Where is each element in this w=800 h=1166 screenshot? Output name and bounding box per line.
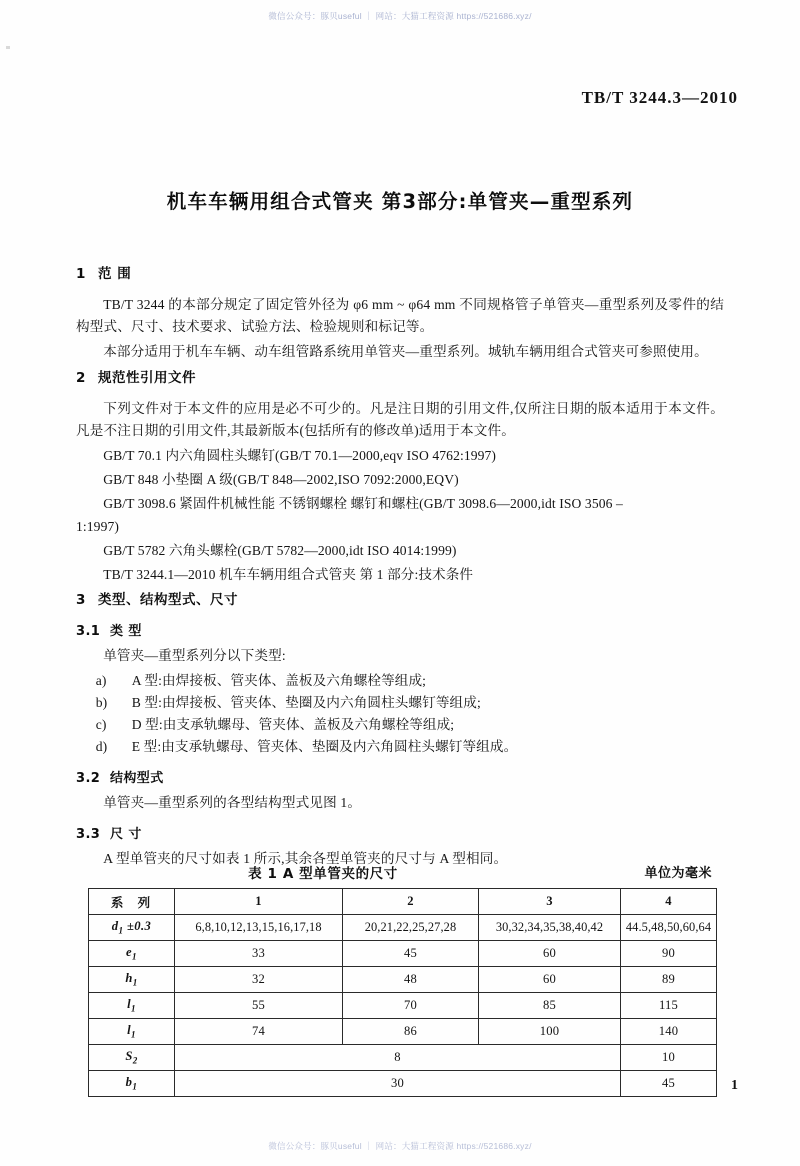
list-item-text: E 型:由支承轨螺母、管夹体、垫圈及内六角圆柱头螺钉等组成。 — [131, 739, 518, 755]
row-label — [89, 915, 175, 941]
reference-item: GB/T 3098.6 紧固件机械性能 不锈钢螺栓 螺钉和螺柱(GB/T 3098.6—2000,idt ISO 3506 – — [103, 495, 623, 511]
table-row — [89, 941, 717, 967]
table-cell: 44.5,48,50,60,64 — [621, 915, 717, 941]
watermark-top: 微信公众号：豚贝useful ｜ 网站：大猫工程资源 https://521686.xyz/ — [268, 11, 532, 21]
table-cell: 45 — [621, 1071, 717, 1097]
subsection-3-3-title: 尺 寸 — [110, 827, 142, 843]
table-header-cell: 3 — [479, 889, 621, 915]
scan-artifact — [6, 46, 10, 49]
section-heading-3 — [76, 588, 724, 608]
section-2-paragraph-1: 下列文件对于本文件的应用是必不可少的。凡是注日期的引用文件,仅所注日期的版本适用于本文件。凡是不注日期的引用文件,其最新版本(包括所有的修改单)适用于本文件。 — [76, 401, 724, 439]
subsection-3-3-number: 3.3 — [76, 827, 101, 843]
table-cell: 33 — [175, 941, 343, 967]
row-label-subscript: 1 — [132, 951, 137, 962]
table-header-cell: 1 — [175, 889, 343, 915]
row-label — [89, 1019, 175, 1045]
table-cell: 60 — [479, 941, 621, 967]
list-marker: b) — [95, 694, 108, 710]
table-cell: 70 — [343, 993, 479, 1019]
table-row — [89, 915, 717, 941]
section-1-title: 范 围 — [98, 266, 132, 282]
table-header-cell: 2 — [343, 889, 479, 915]
row-label-symbol: b — [125, 1075, 133, 1090]
table-cell-merged: 8 — [175, 1045, 621, 1071]
row-label-subscript: 1 — [130, 1003, 136, 1014]
list-item-text: A 型:由焊接板、管夹体、盖板及六角螺栓等组成; — [131, 672, 427, 688]
subsection-3-2-text: 单管夹—重型系列的各型结构型式见图 1。 — [103, 795, 362, 811]
reference-item-continuation: 1:1997) — [76, 519, 119, 535]
row-label-subscript: 1 — [118, 925, 124, 936]
row-label-subscript: 2 — [132, 1055, 138, 1066]
subsection-heading-3-1 — [76, 620, 724, 639]
table-header-row — [89, 889, 717, 915]
table-cell: 60 — [479, 967, 621, 993]
table-cell: 6,8,10,12,13,15,16,17,18 — [175, 915, 343, 941]
list-item-text: D 型:由支承轨螺母、管夹体、盖板及六角螺栓等组成; — [131, 716, 455, 732]
row-label-symbol: h — [125, 971, 133, 986]
row-label-symbol: e — [126, 945, 133, 960]
table-row — [89, 993, 717, 1019]
table-cell: 100 — [479, 1019, 621, 1045]
section-3-title: 类型、结构型式、尺寸 — [98, 591, 238, 608]
subsection-3-1-number: 3.1 — [76, 623, 101, 639]
row-label-symbol: d — [111, 919, 119, 934]
row-label — [89, 941, 175, 967]
table-cell: 10 — [621, 1045, 717, 1071]
row-label — [89, 993, 175, 1019]
subsection-heading-3-3 — [76, 823, 724, 842]
page-title: 机车车辆用组合式管夹 第3部分:单管夹—重型系列 — [166, 190, 634, 213]
table-caption: 表 1 A 型单管夹的尺寸 — [248, 866, 398, 882]
table-cell: 30,32,34,35,38,40,42 — [479, 915, 621, 941]
table-caption-row — [88, 862, 716, 884]
section-3-number: 3 — [76, 591, 86, 608]
list-item — [76, 692, 724, 714]
row-label-symbol: l — [127, 1023, 131, 1038]
document-body — [76, 262, 724, 873]
table-row — [89, 1019, 717, 1045]
table-cell: 20,21,22,25,27,28 — [343, 915, 479, 941]
table-row — [89, 1071, 717, 1097]
table-header-cell: 4 — [621, 889, 717, 915]
section-1-paragraph-2: 本部分适用于机车车辆、动车组管路系统用单管夹—重型系列。城轨车辆用组合式管夹可参照使用。 — [103, 344, 708, 360]
subsection-3-3-text: A 型单管夹的尺寸如表 1 所示,其余各型单管夹的尺寸与 A 型相同。 — [103, 851, 508, 867]
section-heading-1 — [76, 262, 724, 282]
table-cell: 115 — [621, 993, 717, 1019]
list-item — [76, 736, 724, 758]
reference-item: GB/T 70.1 内六角圆柱头螺钉(GB/T 70.1—2000,eqv ISO 4762:1997) — [103, 448, 497, 464]
table-cell-merged: 30 — [175, 1071, 621, 1097]
section-2-title: 规范性引用文件 — [98, 370, 196, 387]
row-label-subscript: 1 — [132, 1081, 138, 1092]
subsection-heading-3-2 — [76, 767, 724, 786]
dimensions-table — [88, 888, 717, 1097]
standard-number: TB/T 3244.3—2010 — [581, 88, 738, 107]
table-cell: 48 — [343, 967, 479, 993]
row-label-subscript: 1 — [130, 1029, 136, 1040]
list-marker: c) — [95, 716, 107, 732]
reference-item: TB/T 3244.1—2010 机车车辆用组合式管夹 第 1 部分:技术条件 — [103, 566, 474, 582]
table-cell: 86 — [343, 1019, 479, 1045]
table-cell: 140 — [621, 1019, 717, 1045]
row-label — [89, 1045, 175, 1071]
list-item — [76, 714, 724, 736]
subsection-3-1-title: 类 型 — [110, 623, 142, 639]
section-2-number: 2 — [76, 370, 86, 387]
table-cell: 55 — [175, 993, 343, 1019]
row-label-symbol: S — [125, 1049, 133, 1064]
table-cell: 85 — [479, 993, 621, 1019]
row-label — [89, 1071, 175, 1097]
table-cell: 32 — [175, 967, 343, 993]
list-item-text: B 型:由焊接板、管夹体、垫圈及内六角圆柱头螺钉等组成; — [131, 694, 481, 710]
section-heading-2 — [76, 366, 724, 386]
watermark-bottom: 微信公众号：豚贝useful ｜ 网站：大猫工程资源 https://521686.xyz/ — [268, 1141, 532, 1151]
page-number: 1 — [731, 1078, 738, 1093]
reference-item: GB/T 5782 六角头螺栓(GB/T 5782—2000,idt ISO 4014:1999) — [103, 543, 457, 559]
table-units-note: 单位为毫米 — [644, 866, 712, 881]
subsection-3-2-number: 3.2 — [76, 771, 101, 787]
row-label-suffix: ±0.3 — [123, 919, 152, 934]
table-cell: 74 — [175, 1019, 343, 1045]
type-list — [76, 670, 724, 759]
table-header-cell: 系 列 — [89, 889, 175, 915]
table-cell: 45 — [343, 941, 479, 967]
section-1-number: 1 — [76, 266, 86, 282]
type-list-intro: 单管夹—重型系列分以下类型: — [103, 647, 286, 663]
subsection-3-2-title: 结构型式 — [110, 771, 164, 787]
row-label — [89, 967, 175, 993]
table-cell: 90 — [621, 941, 717, 967]
table-row — [89, 1045, 717, 1071]
section-1-paragraph-1: TB/T 3244 的本部分规定了固定管外径为 φ6 mm ~ φ64 mm 不同规格管子单管夹—重型系列及零件的结构型式、尺寸、技术要求、试验方法、检验规则和标记等。 — [76, 297, 724, 335]
list-marker: d) — [95, 739, 108, 755]
table-cell: 89 — [621, 967, 717, 993]
table-block — [88, 862, 716, 1097]
row-label-symbol: l — [127, 997, 131, 1012]
list-item — [76, 670, 724, 692]
row-label-subscript: 1 — [132, 977, 138, 988]
list-marker: a) — [95, 672, 107, 688]
table-row — [89, 967, 717, 993]
reference-item: GB/T 848 小垫圈 A 级(GB/T 848—2002,ISO 7092:2000,EQV) — [103, 471, 459, 487]
